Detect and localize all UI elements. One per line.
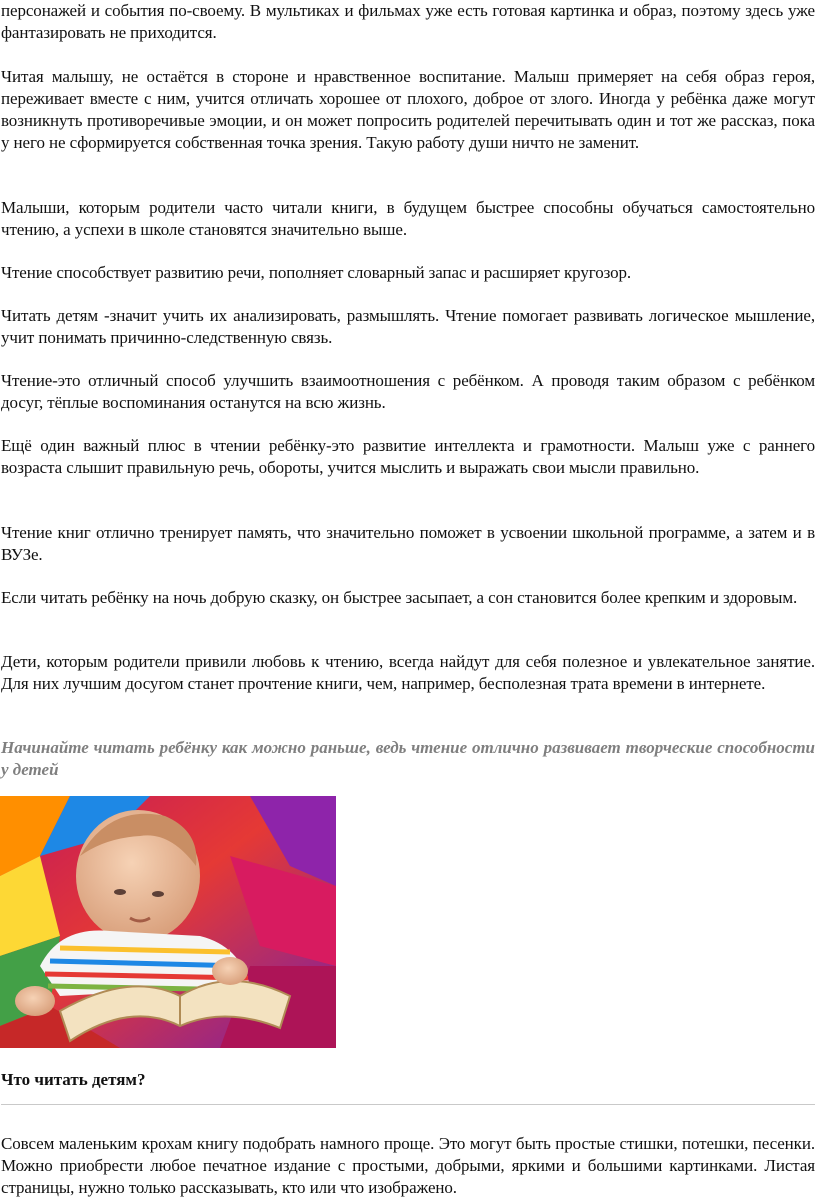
paragraph: Чтение книг отлично тренирует память, что значительно поможет в усвоении школьной программе, а затем и в ВУЗе. xyxy=(1,523,815,564)
paragraph: Малыши, которым родители часто читали книги, в будущем быстрее способны обучаться самостоятельно чтению, а успехи в школе становятся значительно выше. xyxy=(1,198,815,239)
paragraph: Чтение-это отличный способ улучшить взаимоотношения с ребёнком. А проводя таким образом с ребёнком досуг, тёплые воспоминания останутся на всю жизнь. xyxy=(1,371,815,412)
baby-reading-photo xyxy=(0,796,336,1048)
paragraph: персонажей и события по-своему. В мультиках и фильмах уже есть готовая картинка и образ, поэтому здесь уже фантазировать не приходится. xyxy=(1,1,815,42)
paragraph: Дети, которым родители привили любовь к чтению, всегда найдут для себя полезное и увлекательное занятие. Для них лучшим досугом станет прочтение книги, чем, например, бесполезная трата времени в интернете. xyxy=(1,652,815,693)
horizontal-divider xyxy=(1,1104,815,1105)
highlight-quote: Начинайте читать ребёнку как можно раньше, ведь чтение отлично развивает творческие способности у детей xyxy=(1,738,815,779)
paragraph: Если читать ребёнку на ночь добрую сказку, он быстрее засыпает, а сон становится более крепким и здоровым. xyxy=(1,588,798,607)
paragraph: Совсем маленьким крохам книгу подобрать намного проще. Это могут быть простые стишки, потешки, песенки. Можно приобрести любое печатное издание с простыми, добрыми, яркими и большими картинками. Листая страницы, нужно только рассказывать, кто или что изображено. xyxy=(1,1134,815,1197)
paragraph: Чтение способствует развитию речи, пополняет словарный запас и расширяет кругозор. xyxy=(1,263,632,282)
paragraph: Ещё один важный плюс в чтении ребёнку-это развитие интеллекта и грамотности. Малыш уже с раннего возраста слышит правильную речь, обороты, учится мыслить и выражать свои мысли правильно. xyxy=(1,436,815,477)
paragraph: Читая малышу, не остаётся в стороне и нравственное воспитание. Малыш примеряет на себя образ героя, переживает вместе с ним, учится отличать хорошее от плохого, доброе от злого. Иногда у ребёнка даже могут возникнуть противоречивые эмоции, и он может попросить родителей перечитывать один и тот же рассказ, пока у него не сформируется собственная точка зрения. Такую работу души ничто не заменит. xyxy=(1,67,815,152)
paragraph: Читать детям -значит учить их анализировать, размышлять. Чтение помогает развивать логическое мышление, учит понимать причинно-следственную связь. xyxy=(1,306,815,347)
section-heading: Что читать детям? xyxy=(1,1070,146,1089)
